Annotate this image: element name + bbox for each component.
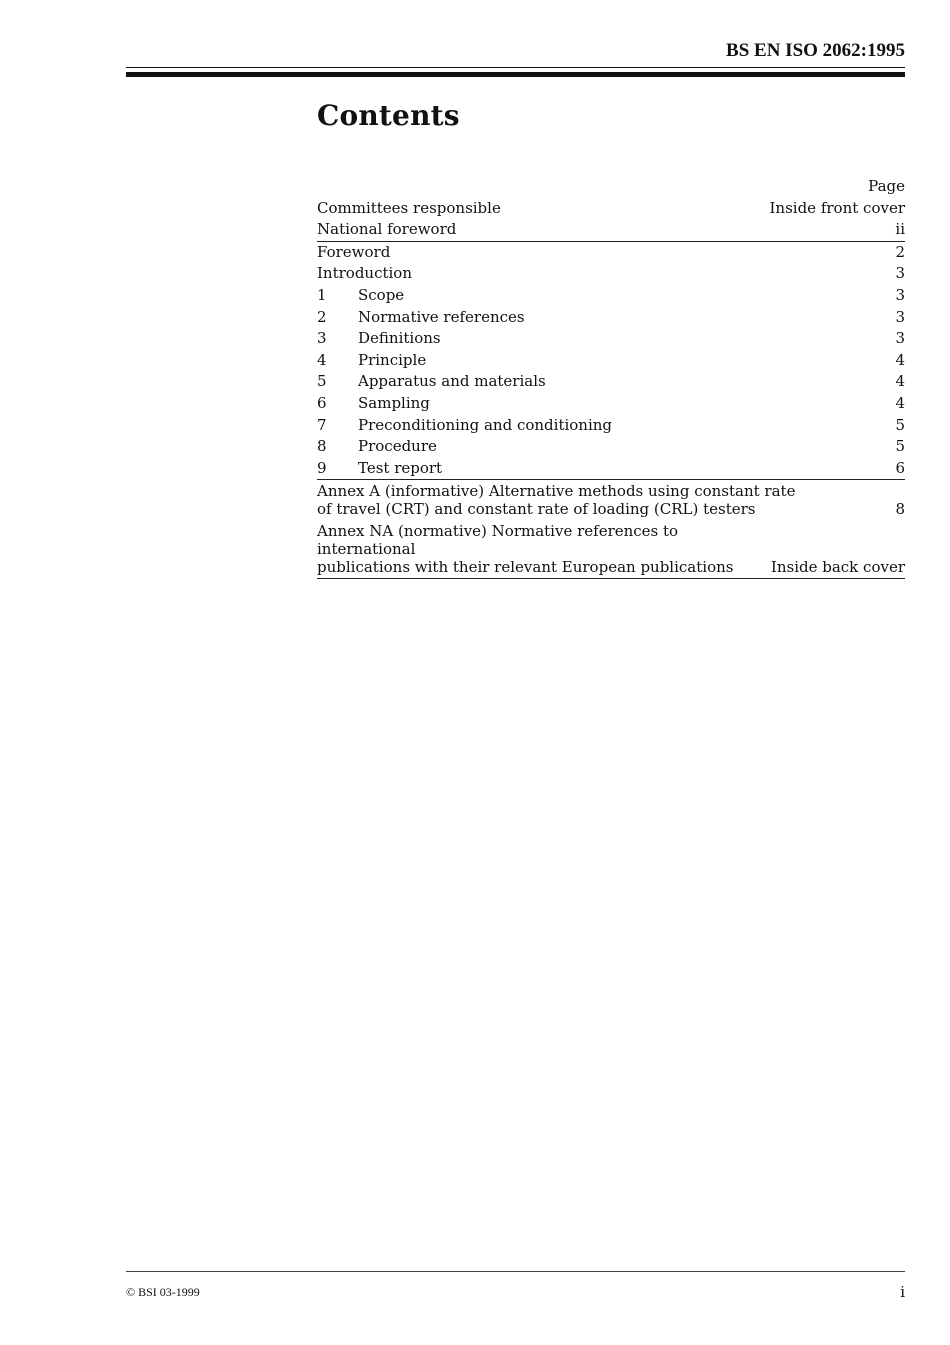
footer-rule <box>126 1271 905 1272</box>
toc-entry-page: 3 <box>895 329 905 348</box>
toc-entry-label: Apparatus and materials <box>358 372 546 391</box>
section-number: 7 <box>317 415 327 434</box>
document-identifier: BS EN ISO 2062:1995 <box>726 40 905 61</box>
section-number: 1 <box>317 285 327 304</box>
toc-entry-page: 3 <box>895 285 905 304</box>
toc-entry-page: 4 <box>895 350 905 369</box>
page-column-heading: Page <box>868 177 905 195</box>
toc-entry-introduction[interactable] <box>317 263 905 285</box>
header-rule-thick <box>126 72 905 77</box>
toc-entry-page: 4 <box>895 372 905 391</box>
toc-entry-page: 3 <box>895 264 905 283</box>
toc-entry-label: Test report <box>358 458 443 477</box>
toc-entry-preconditioning[interactable] <box>317 415 905 437</box>
toc-entry-label-line2: publications with their relevant European publications <box>317 558 734 577</box>
toc-entry-page: 5 <box>895 415 905 434</box>
section-number: 6 <box>317 393 327 412</box>
toc-entry-page: 2 <box>895 242 905 261</box>
toc-entry-annex-na[interactable] <box>317 520 905 579</box>
toc-entry-scope[interactable] <box>317 285 905 307</box>
toc-entry-page: 8 <box>895 500 905 519</box>
toc-entry-page: Inside front cover <box>769 198 905 217</box>
toc-entry-label-line1: Annex NA (normative) Normative references to international <box>317 522 679 559</box>
toc-entry-principle[interactable] <box>317 350 905 372</box>
toc-entry-apparatus[interactable] <box>317 371 905 393</box>
toc-entry-label: Preconditioning and conditioning <box>358 415 613 434</box>
section-number: 2 <box>317 307 327 326</box>
toc-entry-page: ii <box>895 220 905 239</box>
toc-entry-test-report[interactable] <box>317 458 905 481</box>
toc-entry-annex-a[interactable] <box>317 480 905 520</box>
toc-entry-label: Foreword <box>317 242 391 261</box>
toc-entry-label: Scope <box>358 285 405 304</box>
section-number: 3 <box>317 329 327 348</box>
toc-entry-label: Procedure <box>358 437 437 456</box>
toc-entry-label-line1: Annex A (informative) Alternative methods using constant rate <box>317 482 796 501</box>
header-rule-thin <box>126 67 905 68</box>
toc-entry-label: Introduction <box>317 264 412 283</box>
toc-entry-normative-references[interactable] <box>317 307 905 329</box>
toc-entry-label: Normative references <box>358 307 525 326</box>
toc-entry-label-line2: of travel (CRT) and constant rate of loading (CRL) testers <box>317 500 756 519</box>
toc-entry-national-foreword[interactable] <box>317 219 905 242</box>
toc-entry-sampling[interactable] <box>317 393 905 415</box>
toc-entry-procedure[interactable] <box>317 436 905 458</box>
toc-entry-committees[interactable] <box>317 198 905 220</box>
toc-entry-foreword[interactable] <box>317 242 905 264</box>
toc-entry-page: 6 <box>895 458 905 477</box>
section-number: 9 <box>317 458 327 477</box>
toc-entry-label: Sampling <box>358 393 430 412</box>
section-number: 5 <box>317 372 327 391</box>
toc-entry-definitions[interactable] <box>317 328 905 350</box>
toc-entry-label: Definitions <box>358 329 441 348</box>
toc-entry-page: Inside back cover <box>770 558 905 577</box>
section-number: 4 <box>317 350 327 369</box>
page-title: Contents <box>317 99 460 132</box>
toc-entry-page: 3 <box>895 307 905 326</box>
section-number: 8 <box>317 437 327 456</box>
toc-entry-page: 5 <box>895 437 905 456</box>
page-number: i <box>900 1283 905 1301</box>
toc-entry-label: National foreword <box>317 220 457 239</box>
copyright-notice: © BSI 03-1999 <box>126 1285 200 1299</box>
toc-entry-label: Committees responsible <box>317 198 501 217</box>
toc-entry-page: 4 <box>895 393 905 412</box>
table-of-contents <box>317 176 905 579</box>
toc-entry-label: Principle <box>358 350 427 369</box>
